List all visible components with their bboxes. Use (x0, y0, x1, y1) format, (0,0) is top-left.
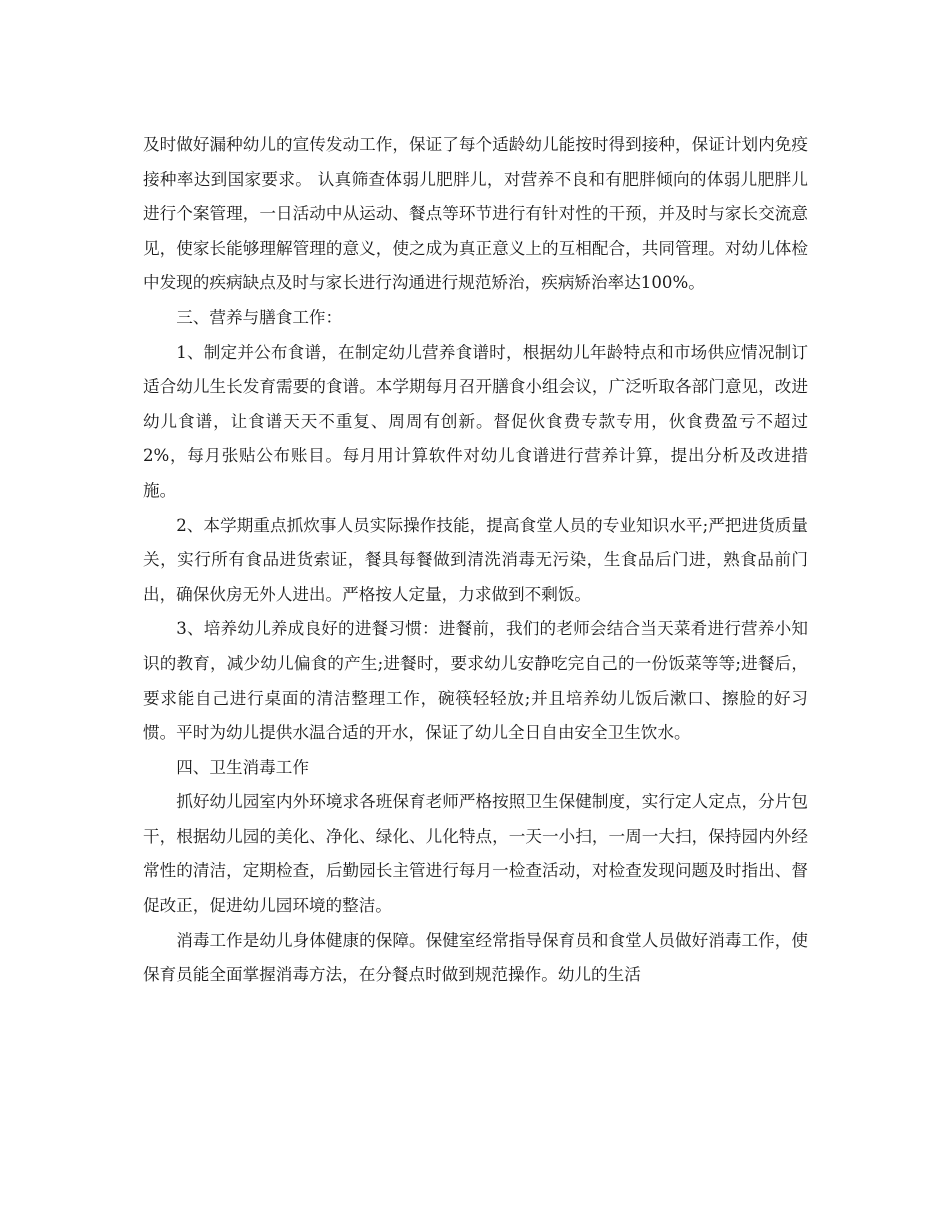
body-paragraph-menu: 1、制定并公布食谱，在制定幼儿营养食谱时，根据幼儿年龄特点和市场供应情况制订适合幼儿生长发育需要的食谱。本学期每月召开膳食小组会议，广泛听取各部门意见，改进幼儿食谱，让食谱天天不重复、周周有创新。督促伙食费专款专用，伙食费盈亏不超过2%，每月张贴公布账目。每月用计算软件对幼儿食谱进行营养计算，提出分析及改进措施。 (143, 342, 808, 500)
section-heading-hygiene: 四、卫生消毒工作 (176, 757, 309, 777)
body-paragraph-environment: 抓好幼儿园室内外环境求各班保育老师严格按照卫生保健制度，实行定人定点，分片包干，根据幼儿园的美化、净化、绿化、儿化特点，一天一小扫，一周一大扫，保持园内外经常性的清洁，定期检查，后勤园长主管进行每月一检查活动，对检查发现问题及时指出、督促改正，促进幼儿园环境的整洁。 (143, 792, 808, 916)
body-paragraph-immunization: 及时做好漏种幼儿的宣传发动工作，保证了每个适龄幼儿能按时得到接种，保证计划内免疫接种率达到国家要求。 认真筛查体弱儿肥胖儿，对营养不良和有肥胖倾向的体弱儿肥胖儿进行个案管理，一日活动中从运动、餐点等环节进行有针对性的干预，并及时与家长交流意见，使家长能够理解管理的意义，使之成为真正意义上的互相配合，共同管理。对幼儿体检中发现的疾病缺点及时与家长进行沟通进行规范矫治，疾病矫治率达100%。 (143, 135, 808, 293)
body-paragraph-kitchen-staff: 2、本学期重点抓炊事人员实际操作技能，提高食堂人员的专业知识水平;严把进货质量关，实行所有食品进货索证，餐具每餐做到清洗消毒无污染，生食品后门进，熟食品前门出，确保伙房无外人进出。严格按人定量，力求做到不剩饭。 (143, 515, 808, 604)
document-page (143, 128, 808, 993)
body-paragraph-eating-habits: 3、培养幼儿养成良好的进餐习惯：进餐前，我们的老师会结合当天菜肴进行营养小知识的教育，减少幼儿偏食的产生;进餐时，要求幼儿安静吃完自己的一份饭菜等等;进餐后，要求能自己进行桌面的清洁整理工作，碗筷轻轻放;并且培养幼儿饭后漱口、擦脸的好习惯。平时为幼儿提供水温合适的开水，保证了幼儿全日自由安全卫生饮水。 (143, 619, 808, 743)
section-heading-nutrition: 三、营养与膳食工作： (176, 307, 343, 327)
body-paragraph-disinfection: 消毒工作是幼儿身体健康的保障。保健室经常指导保育员和食堂人员做好消毒工作，使保育员能全面掌握消毒方法，在分餐点时做到规范操作。幼儿的生活 (143, 930, 808, 985)
